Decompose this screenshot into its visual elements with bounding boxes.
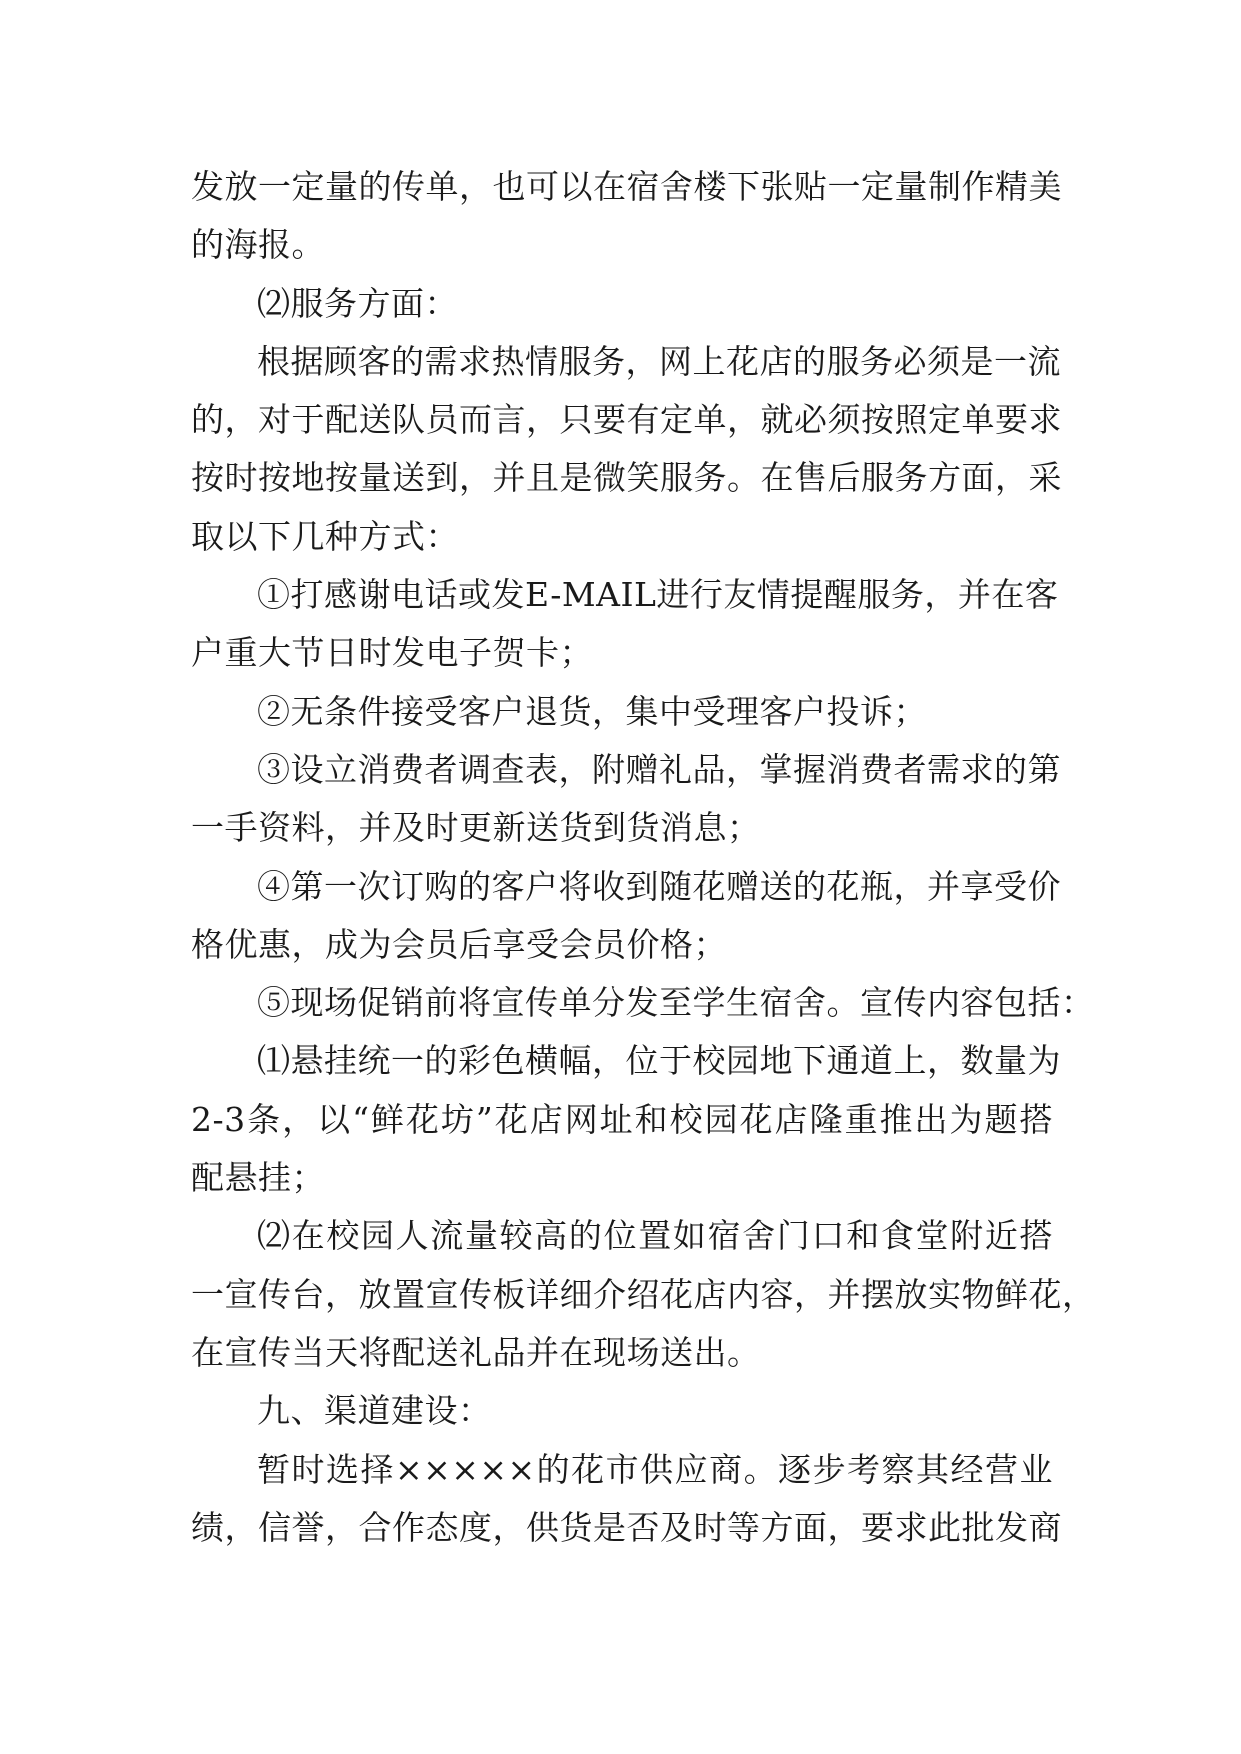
text-line: ①打感谢电话或发E-MAIL进行友情提醒服务，并在客 (257, 575, 1059, 615)
text-line: 一宣传台，放置宣传板详细介绍花店内容，并摆放实物鲜花， (191, 1274, 1096, 1314)
text-line: 格优惠，成为会员后享受会员价格； (191, 924, 727, 964)
text-line: 绩，信誉，合作态度，供货是否及时等方面，要求此批发商 (191, 1507, 1062, 1547)
text-line: 暂时选择×××××的花市供应商。逐步考察其经营业 (257, 1449, 1053, 1489)
text-line: 九、渠道建设： (257, 1391, 492, 1431)
text-line: ④第一次订购的客户将收到随花赠送的花瓶，并享受价 (257, 866, 1061, 906)
text-line: 的海报。 (191, 225, 325, 265)
text-line: ③设立消费者调查表，附赠礼品，掌握消费者需求的第 (257, 749, 1061, 789)
document-body (191, 158, 1096, 1557)
text-line: ⑤现场促销前将宣传单分发至学生宿舍。宣传内容包括： (257, 983, 1095, 1023)
text-line: 户重大节日时发电子贺卡； (191, 633, 593, 673)
text-line: ②无条件接受客户退货，集中受理客户投诉； (257, 691, 927, 731)
text-line: 根据顾客的需求热情服务，网上花店的服务必须是一流 (257, 341, 1061, 381)
text-line: 取以下几种方式： (191, 516, 459, 556)
text-line: 一手资料，并及时更新送货到货消息； (191, 808, 761, 848)
text-line: 2-3条，以“鲜花坊”花店网址和校园花店隆重推出为题搭 (191, 1099, 1053, 1139)
text-line: 的，对于配送队员而言，只要有定单，就必须按照定单要求 (191, 400, 1062, 440)
text-line: 按时按地按量送到，并且是微笑服务。在售后服务方面，采 (191, 458, 1062, 498)
text-line: ⑴悬挂统一的彩色横幅，位于校园地下通道上，数量为 (257, 1041, 1061, 1081)
text-line: 配悬挂； (191, 1158, 325, 1198)
text-line: ⑵在校园人流量较高的位置如宿舍门口和食堂附近搭 (257, 1216, 1053, 1256)
text-line: ⑵服务方面： (257, 283, 458, 323)
text-line: 发放一定量的传单，也可以在宿舍楼下张贴一定量制作精美 (191, 167, 1062, 206)
text-line: 在宣传当天将配送礼品并在现场送出。 (191, 1332, 761, 1372)
